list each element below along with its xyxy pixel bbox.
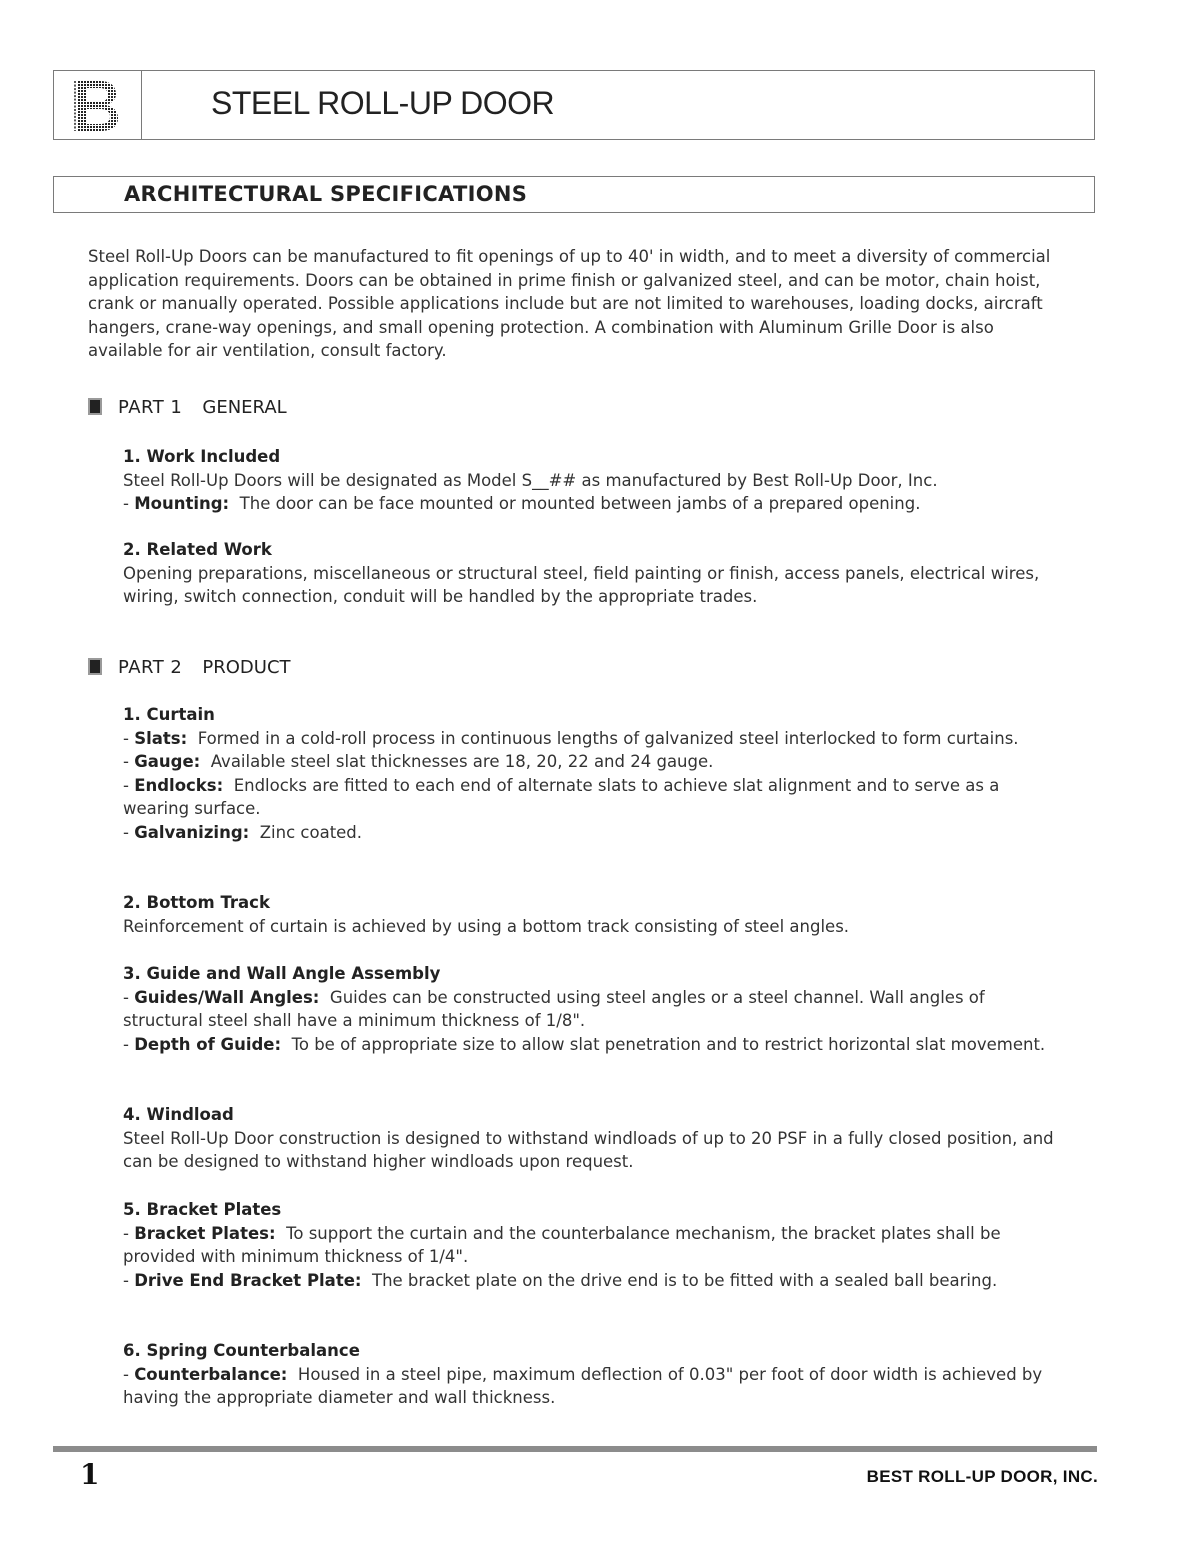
part2-name: PRODUCT xyxy=(202,657,291,678)
spec-item-text: Available steel slat thicknesses are 18, 20, 22 and 24 gauge. xyxy=(210,752,714,771)
part1-section-related-work xyxy=(123,538,1063,609)
spec-item-text: To be of appropriate size to allow slat penetration and to restrict horizontal slat movement. xyxy=(291,1034,1046,1054)
spec-item: - Galvanizing: Zinc coated. xyxy=(123,822,363,842)
section-text: Steel Roll-Up Doors will be designated as Model S__## as manufactured by Best Roll-Up Door, Inc. xyxy=(123,470,938,490)
section-title: 4. Windload xyxy=(123,1105,234,1124)
spec-item-label: Depth of Guide: xyxy=(134,1034,282,1054)
spec-item-label: Bracket Plates: xyxy=(134,1223,276,1243)
spec-item-text: Zinc coated. xyxy=(259,822,363,842)
section-text: Opening preparations, miscellaneous or structural steel, field painting or finish, access panels, electrical wires, wiring, switch connection, conduit will be handled by the appropriate trades. xyxy=(123,563,1040,606)
part2-heading xyxy=(88,657,291,681)
intro-paragraph: Steel Roll-Up Doors can be manufactured to fit openings of up to 40' in width, and to meet a diversity of commercial application requirements. Doors can be obtained in prime finish or galvanized steel, and can be motor, chain hoist, crank or manually operated. Possible applications include but are not limited to warehouses, loading docks, aircraft hangers, crane-way openings, and small opening protection. A combination with Aluminum Grille Door is also available for air ventilation, consult factory. xyxy=(88,247,1051,360)
spec-item: - Depth of Guide: To be of appropriate size to allow slat penetration and to restrict horizontal slat movement. xyxy=(123,1034,1046,1054)
part2-section-windload xyxy=(123,1103,1063,1174)
part2-section-spring-counterbalance xyxy=(123,1339,1063,1410)
section-title: 1. Curtain xyxy=(123,705,215,724)
spec-item-label: Counterbalance: xyxy=(134,1364,288,1384)
spec-heading-box xyxy=(53,176,1095,213)
spec-item: - Mounting: The door can be face mounted or mounted between jambs of a prepared opening. xyxy=(123,494,921,513)
part2-section-curtain xyxy=(123,703,1063,844)
square-bullet-icon xyxy=(88,398,102,415)
section-title: 5. Bracket Plates xyxy=(123,1200,282,1219)
footer-divider xyxy=(53,1446,1097,1452)
part1-heading xyxy=(88,397,287,421)
part1-number: PART 1 xyxy=(118,397,183,418)
spec-item: - Bracket Plates: To support the curtain and the counterbalance mechanism, the bracket plates shall be provided with minimum thickness of 1/4". xyxy=(123,1223,1001,1266)
spec-item-label: Galvanizing: xyxy=(134,822,250,842)
spec-item: - Drive End Bracket Plate: The bracket plate on the drive end is to be fitted with a sealed ball bearing. xyxy=(123,1270,998,1290)
document-header xyxy=(53,70,1095,140)
spec-item-label: Gauge: xyxy=(134,752,201,771)
document-title: STEEL ROLL-UP DOOR xyxy=(211,85,555,121)
spec-item-label: Slats: xyxy=(134,728,188,748)
spec-item: - Endlocks: Endlocks are fitted to each end of alternate slats to achieve slat alignment and to serve as a wearing surface. xyxy=(123,775,1000,818)
part2-section-guide-wall-angle xyxy=(123,962,1063,1056)
spec-item-text: To support the curtain and the counterbalance mechanism, the bracket plates shall be provided with minimum thickness of 1/4". xyxy=(123,1223,1001,1266)
section-text: Reinforcement of curtain is achieved by using a bottom track consisting of steel angles. xyxy=(123,916,850,936)
spec-item-text: The bracket plate on the drive end is to be fitted with a sealed ball bearing. xyxy=(372,1270,998,1290)
spec-item-text: Housed in a steel pipe, maximum deflection of 0.03" per foot of door width is achieved by having the appropriate diameter and wall thickness. xyxy=(123,1364,1043,1407)
spec-item-text: Formed in a cold-roll process in continuous lengths of galvanized steel interlocked to form curtains. xyxy=(197,728,1019,748)
spec-item-label: Drive End Bracket Plate: xyxy=(134,1270,362,1290)
section-text: Steel Roll-Up Door construction is designed to withstand windloads of up to 20 PSF in a fully closed position, and can be designed to withstand higher windloads upon request. xyxy=(123,1128,1054,1171)
spec-item: - Slats: Formed in a cold-roll process in continuous lengths of galvanized steel interlocked to form curtains. xyxy=(123,728,1019,748)
spec-item-label: Mounting: xyxy=(134,494,230,513)
section-title: 6. Spring Counterbalance xyxy=(123,1341,360,1360)
part1-section-work-included xyxy=(123,445,1063,516)
section-title: 2. Bottom Track xyxy=(123,893,270,912)
part1-name: GENERAL xyxy=(202,397,287,418)
part2-section-bottom-track xyxy=(123,891,1063,938)
part2-section-bracket-plates xyxy=(123,1198,1063,1292)
spec-item-text: Guides can be constructed using steel angles or a steel channel. Wall angles of structural steel shall have a minimum thickness of 1/8". xyxy=(123,987,985,1030)
spec-item: - Gauge: Available steel slat thicknesses are 18, 20, 22 and 24 gauge. xyxy=(123,752,714,771)
part2-number: PART 2 xyxy=(118,657,183,678)
company-logo xyxy=(72,78,122,134)
logo-cell xyxy=(54,71,142,139)
section-title: 2. Related Work xyxy=(123,540,272,559)
spec-item-text: Endlocks are fitted to each end of alternate slats to achieve slat alignment and to serve as a wearing surface. xyxy=(123,775,1000,818)
spec-item-text: The door can be face mounted or mounted between jambs of a prepared opening. xyxy=(239,494,921,513)
page-number: 1 xyxy=(80,1458,100,1491)
spec-item: - Guides/Wall Angles: Guides can be constructed using steel angles or a steel channel. Wall angles of structural steel shall have a minimum thickness of 1/8". xyxy=(123,987,985,1030)
spec-heading: ARCHITECTURAL SPECIFICATIONS xyxy=(124,182,528,206)
square-bullet-icon xyxy=(88,658,102,675)
spec-item-label: Guides/Wall Angles: xyxy=(134,987,320,1007)
spec-item: - Counterbalance: Housed in a steel pipe, maximum deflection of 0.03" per foot of door width is achieved by having the appropriate diameter and wall thickness. xyxy=(123,1364,1043,1407)
footer-company-name: BEST ROLL-UP DOOR, INC. xyxy=(866,1467,1098,1486)
section-title: 1. Work Included xyxy=(123,447,281,466)
spec-item-label: Endlocks: xyxy=(134,775,224,795)
section-title: 3. Guide and Wall Angle Assembly xyxy=(123,964,441,983)
